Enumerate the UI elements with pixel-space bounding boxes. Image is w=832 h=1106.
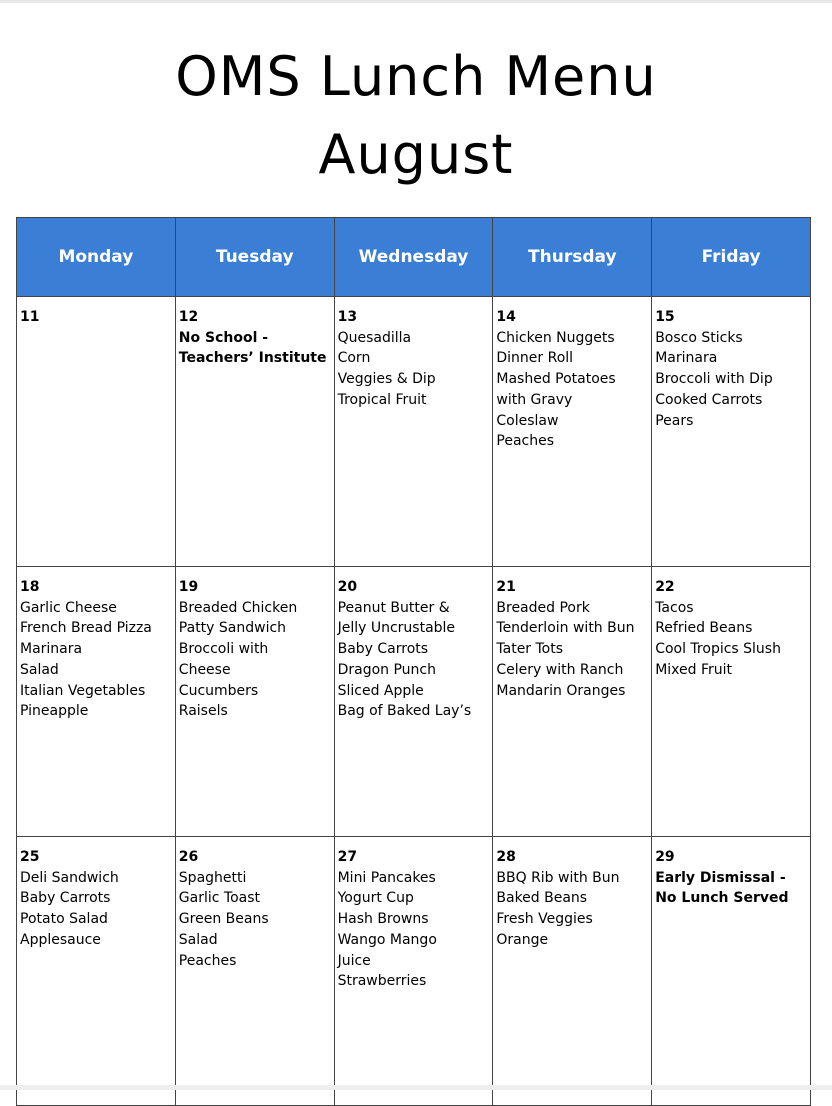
week-row (17, 297, 811, 567)
menu-item: Italian Vegetables (20, 682, 146, 699)
menu-item: Broccoli with Dip (655, 371, 773, 388)
day-cell (652, 567, 811, 837)
page-title: OMS Lunch Menu (175, 45, 657, 108)
menu-item: Juice (337, 952, 371, 969)
weekday-header: Friday (652, 218, 811, 297)
menu-item: Cucumbers (178, 682, 259, 699)
menu-item: Peaches (178, 952, 237, 969)
menu-item: Garlic Cheese (20, 599, 117, 616)
menu-item: Jelly Uncrustable (337, 620, 456, 637)
day-number: 28 (496, 849, 516, 865)
week-row (17, 837, 811, 1106)
menu-item: BBQ Rib with Bun (496, 869, 620, 886)
lunch-menu-calendar (16, 217, 811, 1106)
menu-item: Refried Beans (655, 620, 753, 637)
top-divider (0, 0, 832, 3)
day-number: 27 (337, 849, 358, 865)
day-number: 29 (655, 849, 675, 865)
menu-item: Tenderloin with Bun (496, 620, 635, 637)
menu-item: Breaded Pork (496, 599, 590, 616)
day-cell (17, 297, 176, 567)
menu-item: Hash Browns (337, 911, 429, 928)
day-number: 14 (496, 309, 516, 325)
weekday-header-row (17, 218, 811, 297)
menu-item: Potato Salad (20, 911, 108, 928)
menu-item: Breaded Chicken (178, 599, 298, 616)
menu-item: Patty Sandwich (178, 620, 287, 637)
bottom-divider (0, 1085, 832, 1090)
menu-item: Marinara (20, 641, 83, 658)
menu-item: Salad (20, 661, 59, 678)
day-cell (334, 567, 493, 837)
day-cell (175, 567, 334, 837)
menu-item: Cooked Carrots (655, 391, 763, 408)
menu-item: Pineapple (20, 703, 89, 720)
day-note: Teachers’ Institute (178, 350, 327, 367)
menu-item: Dinner Roll (496, 350, 574, 367)
menu-item: Tater Tots (496, 641, 564, 658)
day-number: 21 (496, 579, 516, 595)
day-cell (652, 837, 811, 1106)
day-number: 11 (20, 309, 40, 325)
menu-item: Tropical Fruit (337, 391, 427, 408)
menu-item: Cool Tropics Slush (655, 641, 781, 658)
menu-item: Marinara (655, 350, 718, 367)
page-subtitle-month: August (318, 123, 514, 186)
menu-item: Mashed Potatoes (496, 371, 616, 388)
day-number: 12 (178, 309, 199, 325)
day-cell (17, 567, 176, 837)
menu-item: Mixed Fruit (655, 661, 733, 678)
day-number: 13 (337, 309, 358, 325)
menu-item: Bosco Sticks (655, 329, 743, 346)
menu-item: Strawberries (337, 973, 427, 990)
menu-item: Orange (496, 931, 549, 948)
menu-item: Baby Carrots (337, 641, 429, 658)
weekday-header: Monday (17, 218, 176, 297)
day-cell (493, 297, 652, 567)
day-cell (652, 297, 811, 567)
menu-item: Peanut Butter & (337, 599, 450, 616)
weekday-header: Thursday (493, 218, 652, 297)
menu-item: Fresh Veggies (496, 911, 593, 928)
menu-item: Coleslaw (496, 412, 559, 429)
menu-item: Broccoli with (178, 641, 269, 658)
day-note: Early Dismissal - (655, 869, 786, 886)
menu-item: Peaches (496, 433, 555, 450)
weekday-header: Tuesday (175, 218, 334, 297)
day-cell (334, 297, 493, 567)
menu-item: Garlic Toast (178, 890, 261, 907)
menu-item: Pears (655, 412, 694, 429)
menu-item: Wango Mango (337, 931, 437, 948)
menu-item: Salad (178, 931, 218, 948)
menu-item: with Gravy (496, 391, 573, 408)
day-cell (17, 837, 176, 1106)
day-cell (493, 837, 652, 1106)
menu-item: Corn (337, 350, 371, 367)
menu-item: Mandarin Oranges (496, 682, 626, 699)
menu-item: Tacos (655, 599, 694, 616)
menu-item: Cheese (178, 661, 231, 678)
menu-item: Chicken Nuggets (496, 329, 615, 346)
menu-item: Spaghetti (178, 869, 247, 886)
day-note: No School - (178, 329, 269, 346)
day-number: 20 (337, 579, 358, 595)
day-cell (175, 837, 334, 1106)
day-number: 19 (178, 579, 199, 595)
menu-item: Raisels (178, 703, 228, 720)
menu-item: French Bread Pizza (20, 620, 152, 637)
menu-item: Baby Carrots (20, 890, 111, 907)
menu-item: Celery with Ranch (496, 661, 624, 678)
day-number: 26 (178, 849, 199, 865)
day-number: 22 (655, 579, 675, 595)
menu-item: Deli Sandwich (20, 869, 119, 886)
menu-item: Veggies & Dip (337, 371, 436, 388)
day-cell (175, 297, 334, 567)
menu-item: Quesadilla (337, 329, 412, 346)
menu-item: Applesauce (20, 931, 101, 948)
menu-item: Green Beans (178, 911, 269, 928)
day-number: 18 (20, 579, 40, 595)
weekday-header: Wednesday (334, 218, 493, 297)
day-number: 15 (655, 309, 675, 325)
menu-item: Bag of Baked Lay’s (337, 703, 472, 720)
menu-item: Baked Beans (496, 890, 588, 907)
menu-item: Mini Pancakes (337, 869, 436, 886)
day-number: 25 (20, 849, 40, 865)
week-row (17, 567, 811, 837)
menu-item: Dragon Punch (337, 661, 436, 678)
menu-item: Yogurt Cup (337, 890, 414, 907)
day-cell (493, 567, 652, 837)
day-note: No Lunch Served (655, 890, 789, 907)
day-cell (334, 837, 493, 1106)
menu-item: Sliced Apple (337, 682, 424, 699)
